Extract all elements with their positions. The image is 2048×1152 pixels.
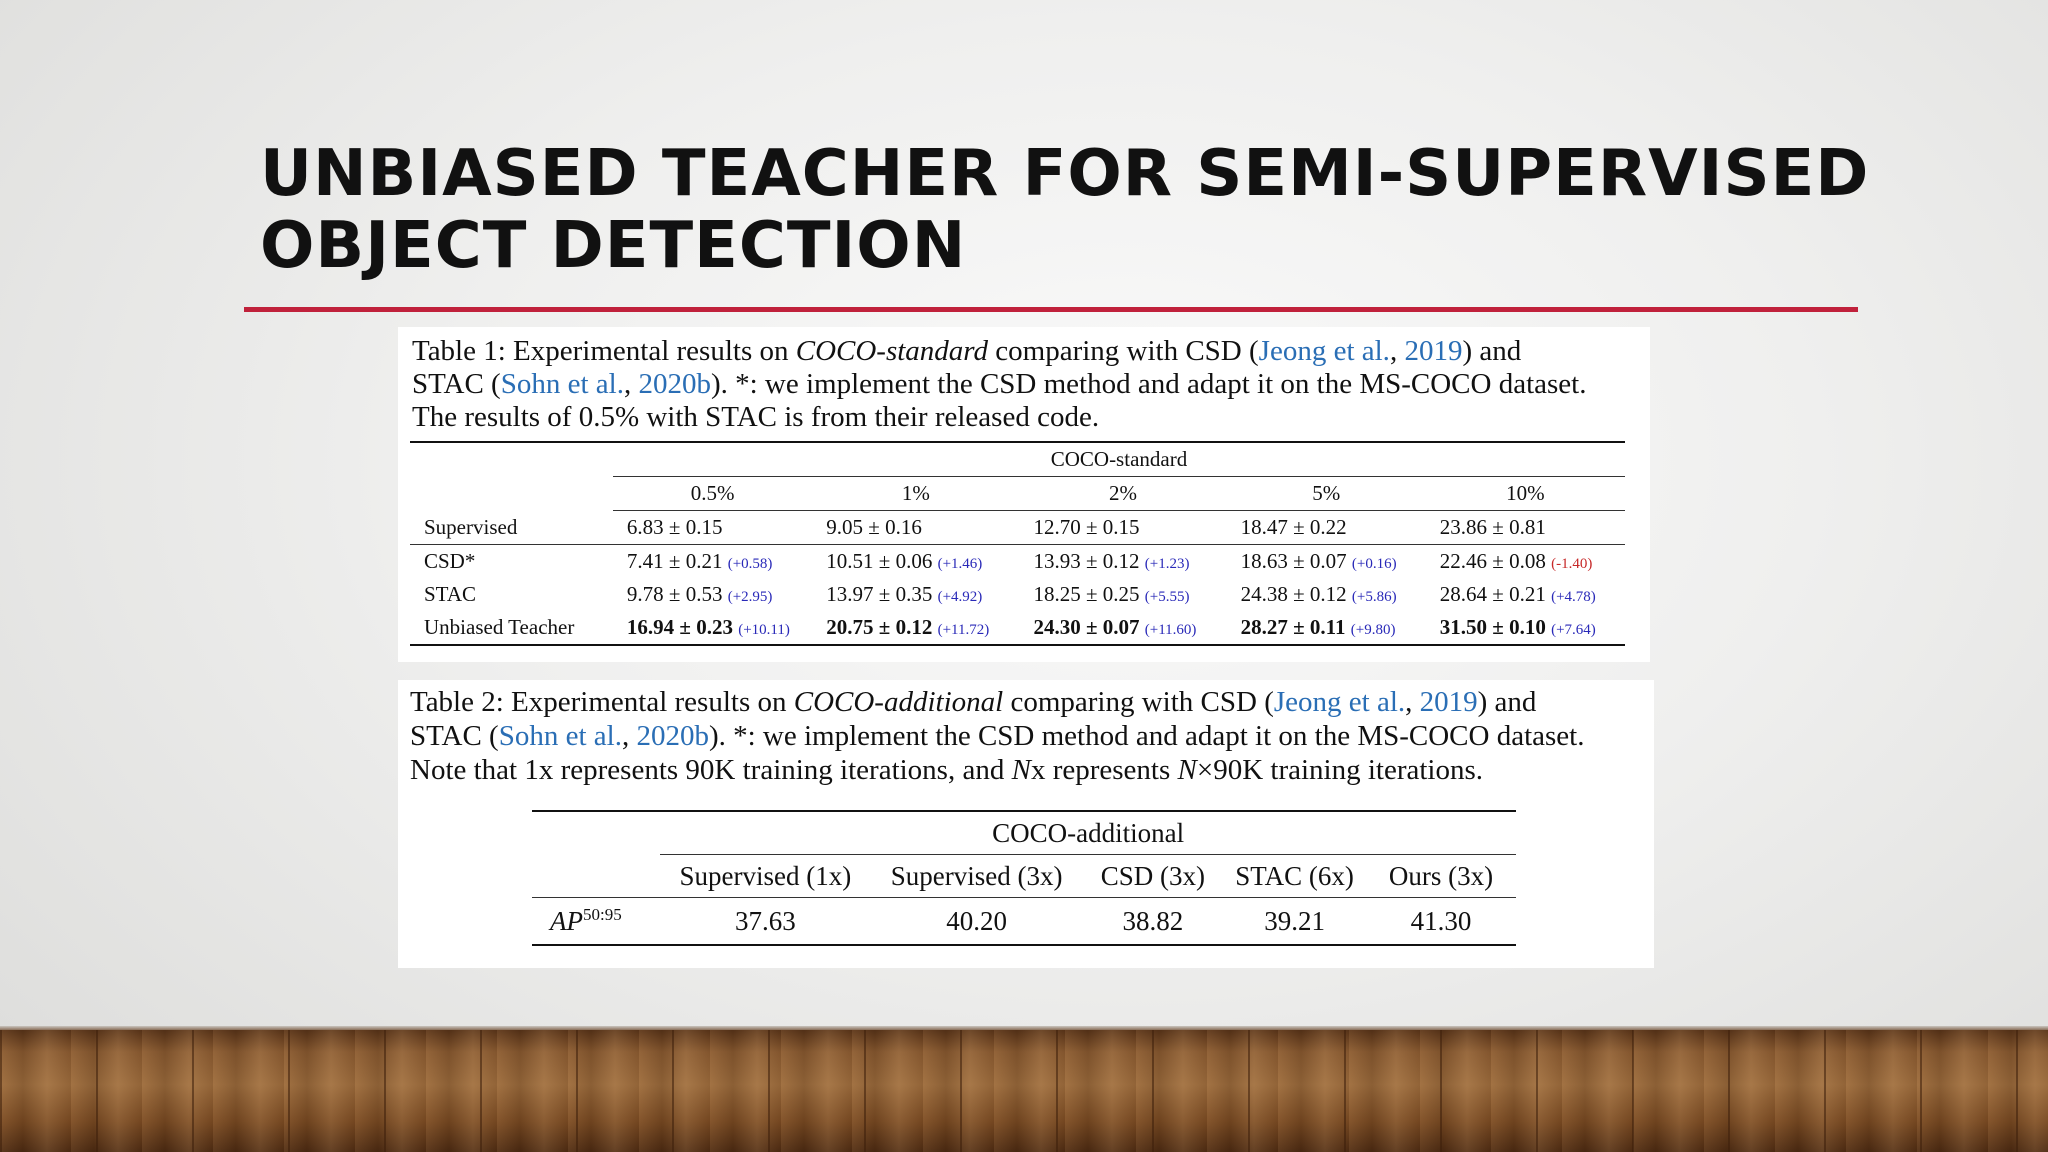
slide-title-line-2: OBJECT DETECTION (260, 209, 967, 283)
table2 (532, 810, 1516, 946)
table-cell: 7.41 ± 0.21 (+0.58) (626, 549, 773, 573)
table-cell: 22.46 ± 0.08 (-1.40) (1439, 549, 1593, 573)
table-cell: 24.38 ± 0.12 (+5.86) (1240, 582, 1397, 606)
table1-panel (398, 327, 1650, 662)
table1-caption-line-3: The results of 0.5% with STAC is from their released code. (412, 401, 1100, 433)
table1 (410, 441, 1625, 646)
slide-title-line-1: UNBIASED TEACHER FOR SEMI-SUPERVISED (260, 137, 1870, 211)
row-label: STAC (424, 582, 476, 606)
table-row (410, 511, 1625, 545)
column-header: Supervised (3x) (871, 855, 1083, 898)
table2-panel (398, 680, 1654, 968)
table-cell: 13.93 ± 0.12 (+1.23) (1033, 549, 1190, 573)
table-cell: 28.64 ± 0.21 (+4.78) (1439, 582, 1596, 606)
table-cell: 9.05 ± 0.16 (812, 511, 1019, 545)
column-header: 5% (1227, 477, 1426, 511)
table1-caption-line-1: Table 1: Experimental results on COCO-standard comparing with CSD (Jeong et al., 2019) and (412, 335, 1522, 367)
citation-link[interactable]: Sohn et al. (498, 720, 622, 752)
table-cell: 39.21 (1223, 898, 1366, 946)
citation-link[interactable]: 2020b (636, 720, 709, 752)
table2-caption-line-2: STAC (Sohn et al., 2020b). *: we implement the CSD method and adapt it on the MS-COCO dataset. (410, 720, 1585, 752)
wood-floor-background (0, 1030, 2048, 1152)
table-cell: 28.27 ± 0.11 (+9.80) (1227, 611, 1426, 645)
table-row (410, 545, 1625, 579)
column-header: 0.5% (613, 477, 812, 511)
metric-label: $AP^{50:95}$ (532, 898, 660, 946)
table2-caption-line-1: Table 2: Experimental results on COCO-additional comparing with CSD (Jeong et al., 2019) and (410, 686, 1537, 718)
row-label: Unbiased Teacher (410, 611, 613, 645)
table-cell: 37.63 (660, 898, 870, 946)
citation-link[interactable]: 2020b (638, 368, 711, 400)
table-cell: 41.30 (1366, 898, 1516, 946)
citation-link[interactable]: Jeong et al. (1273, 686, 1406, 718)
table2-caption-line-3: Note that 1x represents 90K training iterations, and Nx represents N×90K training iterations. (410, 754, 1484, 786)
citation-link[interactable]: Jeong et al. (1258, 335, 1390, 367)
column-header: 2% (1019, 477, 1226, 511)
column-header: Ours (3x) (1366, 855, 1516, 898)
table1-column-header-row (410, 477, 1625, 511)
table1-group-header: COCO-standard (613, 442, 1625, 477)
table2-column-header-row (532, 855, 1516, 898)
column-header: 10% (1426, 477, 1625, 511)
table-cell: 10.51 ± 0.06 (+1.46) (826, 549, 983, 573)
table-cell: 31.50 ± 0.10 (+7.64) (1426, 611, 1625, 645)
table-cell: 9.78 ± 0.53 (+2.95) (626, 582, 773, 606)
table-cell: 16.94 ± 0.23 (+10.11) (613, 611, 812, 645)
table-cell: 13.97 ± 0.35 (+4.92) (826, 582, 983, 606)
citation-link[interactable]: 2019 (1419, 686, 1478, 718)
table-cell: 18.25 ± 0.25 (+5.55) (1033, 582, 1190, 606)
table-cell: 6.83 ± 0.15 (613, 511, 812, 545)
column-header: STAC (6x) (1223, 855, 1366, 898)
table-cell: 20.75 ± 0.12 (+11.72) (812, 611, 1019, 645)
table1-caption-line-2: STAC (Sohn et al., 2020b). *: we implement the CSD method and adapt it on the MS-COCO dataset. (412, 368, 1587, 400)
table-row (410, 611, 1625, 645)
table-cell: 38.82 (1083, 898, 1223, 946)
table-cell: 18.63 ± 0.07 (+0.16) (1240, 549, 1397, 573)
table1-group-header-row (410, 442, 1625, 477)
citation-link[interactable]: Sohn et al. (500, 368, 624, 400)
table2-group-header-row (532, 811, 1516, 855)
table-cell: 12.70 ± 0.15 (1019, 511, 1226, 545)
table-cell: 23.86 ± 0.81 (1426, 511, 1625, 545)
table-cell: 40.20 (871, 898, 1083, 946)
table-row (410, 578, 1625, 611)
table-row (532, 898, 1516, 946)
title-divider (244, 307, 1858, 312)
column-header: 1% (812, 477, 1019, 511)
row-label: Supervised (410, 511, 613, 545)
column-header: CSD (3x) (1083, 855, 1223, 898)
table-cell: 24.30 ± 0.07 (+11.60) (1019, 611, 1226, 645)
table-cell: 18.47 ± 0.22 (1227, 511, 1426, 545)
table2-group-header: COCO-additional (660, 811, 1516, 855)
slide-title (260, 138, 1900, 282)
row-label: CSD* (424, 549, 476, 573)
citation-link[interactable]: 2019 (1404, 335, 1463, 367)
column-header: Supervised (1x) (660, 855, 870, 898)
